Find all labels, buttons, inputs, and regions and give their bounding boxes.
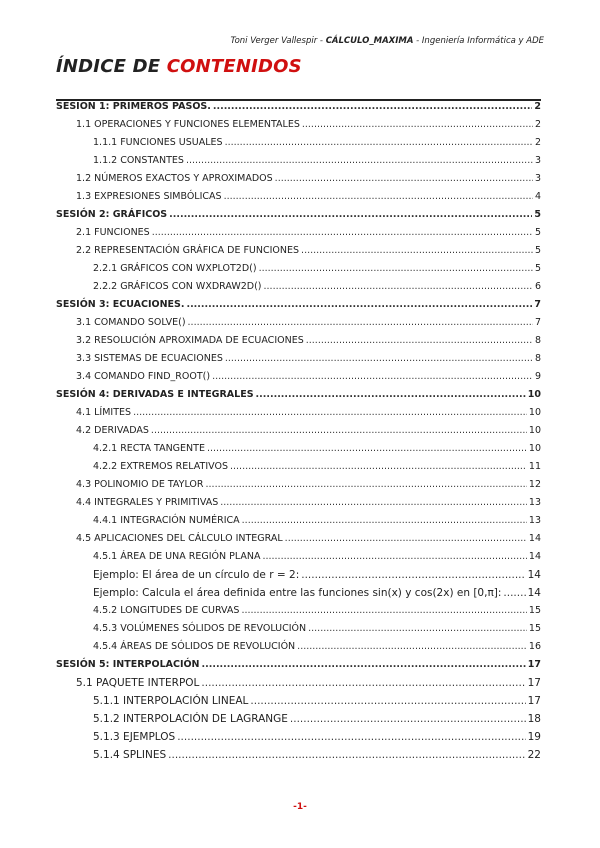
toc-entry-label: 4.5.4 ÁREAS DE SÓLIDOS DE REVOLUCIÓN [93,641,296,652]
toc-entry-label: 4.2.1 RECTA TANGENTE [93,443,205,454]
dot-leader [169,209,532,220]
dot-leader [225,353,533,364]
dot-leader [290,713,526,725]
toc-entry[interactable] [56,335,541,353]
dot-leader [297,641,527,652]
dot-leader [213,101,533,112]
toc-entry[interactable] [56,497,541,515]
dot-leader [250,695,525,707]
dot-leader [262,551,526,562]
toc-entry-label: Ejemplo: El área de un círculo de r = 2: [93,569,300,581]
toc-entry-page: 6 [534,281,541,292]
dot-leader [168,749,525,761]
toc-entry[interactable] [56,425,541,443]
toc-entry-label: 2.2 REPRESENTACIÓN GRÁFICA DE FUNCIONES [76,245,300,256]
toc-entry-page: 14 [528,533,541,544]
toc-entry-label: 1.3 EXPRESIONES SIMBÓLICAS [76,191,222,202]
toc-entry-label: SESIÓN 1: PRIMEROS PASOS. [56,101,211,112]
dot-leader [256,389,526,400]
toc-entry-label: 4.5.1 ÁREA DE UNA REGIÓN PLANA [93,551,261,562]
dot-leader [177,731,525,743]
toc-entry[interactable] [56,317,541,335]
header-degree: - Ingeniería Informática y ADE [413,36,544,46]
toc-entry-label: 1.1.2 CONSTANTES [93,155,184,166]
toc-section-entry[interactable] [56,659,541,677]
toc-entry-page: 7 [534,299,541,310]
toc-entry-label: SESIÓN 4: DERIVADAS E INTEGRALES [56,389,254,400]
toc-section-entry[interactable] [56,299,541,317]
dot-leader [186,155,533,166]
toc-entry-page: 4 [534,191,541,202]
dot-leader [301,245,533,256]
toc-entry[interactable] [56,191,541,209]
toc-entry[interactable] [56,263,541,281]
toc-entry-label: SESIÓN 5: INTERPOLACIÓN [56,659,200,670]
toc-entry[interactable] [56,371,541,389]
page-number: -1- [293,802,307,812]
toc-entry-label: 1.2 NÚMEROS EXACTOS Y APROXIMADOS [76,173,273,184]
dot-leader [301,569,525,581]
toc-entry-page: 13 [528,515,541,526]
toc-entry-label: 3.3 SISTEMAS DE ECUACIONES [76,353,223,364]
dot-leader [202,659,526,670]
toc-entry-page: 7 [534,317,541,328]
header-author: Toni Verger Vallespir - [230,36,326,46]
toc-entry-label: 4.5 APLICACIONES DEL CÁLCULO INTEGRAL [76,533,283,544]
toc-entry-label: SESIÓN 3: ECUACIONES. [56,299,185,310]
toc-entry[interactable] [56,119,541,137]
toc-entry-label: 5.1.2 INTERPOLACIÓN DE LAGRANGE [93,713,288,725]
header-course: CÁLCULO_MAXIMA [325,36,414,46]
toc-entry-page: 3 [534,173,541,184]
toc-entry-label: Ejemplo: Calcula el área definida entre las funciones sin(x) y cos(2x) en [0,π]: [93,587,502,599]
toc-entry-page: 8 [534,335,541,346]
toc-section-entry[interactable] [56,389,541,407]
dot-leader [259,263,533,274]
toc-entry-page: 10 [528,443,541,454]
toc-entry[interactable] [56,731,541,749]
toc-entry-page: 17 [527,677,541,689]
toc-entry[interactable] [56,695,541,713]
dot-leader [151,425,527,436]
dot-leader [242,515,527,526]
toc-section-entry[interactable] [56,209,541,227]
toc-entry-page: 17 [527,695,541,707]
toc-entry-page: 12 [528,479,541,490]
toc-entry-page: 15 [528,623,541,634]
dot-leader [241,605,526,616]
toc-entry-label: 2.1 FUNCIONES [76,227,150,238]
toc-entry-page: 2 [534,101,541,112]
dot-leader [503,587,525,599]
page-header [230,36,544,46]
dot-leader [201,677,525,689]
dot-leader [230,461,527,472]
toc-entry[interactable] [56,461,541,479]
toc-entry-page: 16 [528,641,541,652]
dot-leader [207,443,527,454]
toc-entry[interactable] [56,605,541,623]
toc-entry[interactable] [56,227,541,245]
toc-entry[interactable] [56,551,541,569]
toc-entry-label: 2.2.1 GRÁFICOS CON WXPLOT2D() [93,263,257,274]
toc-entry[interactable] [56,713,541,731]
dot-leader [188,317,533,328]
toc-entry-page: 5 [534,209,541,220]
toc-entry-label: 3.4 COMANDO FIND_ROOT() [76,371,211,382]
toc-entry-page: 11 [528,461,541,472]
dot-leader [220,497,527,508]
toc-entry-label: 4.2.2 EXTREMOS RELATIVOS [93,461,228,472]
toc-entry-page: 10 [527,389,541,400]
toc-entry[interactable] [56,443,541,461]
dot-leader [212,371,533,382]
toc-entry-page: 18 [527,713,541,725]
dot-leader [186,299,532,310]
toc-entry-label: 1.1.1 FUNCIONES USUALES [93,137,223,148]
toc-entry[interactable] [56,641,541,659]
toc-entry[interactable] [56,623,541,641]
toc-entry[interactable] [56,533,541,551]
toc-entry-page: 3 [534,155,541,166]
toc-entry-label: 4.4.1 INTEGRACIÓN NUMÉRICA [93,515,240,526]
title-part-1: ÍNDICE DE [56,56,167,77]
toc-entry[interactable] [56,479,541,497]
toc-entry[interactable] [56,569,541,587]
toc-entry-label: 5.1.4 SPLINES [93,749,167,761]
dot-leader [308,623,527,634]
toc-entry-page: 2 [534,137,541,148]
toc-entry-page: 10 [528,425,541,436]
toc-entry[interactable] [56,155,541,173]
toc-entry-page: 14 [528,551,541,562]
toc-entry-label: 3.1 COMANDO SOLVE() [76,317,186,328]
toc-entry-page: 5 [534,245,541,256]
toc-entry-label: 3.2 RESOLUCIÓN APROXIMADA DE ECUACIONES [76,335,304,346]
dot-leader [306,335,533,346]
toc-entry[interactable] [56,749,541,767]
toc-entry[interactable] [56,137,541,155]
toc-entry-page: 22 [527,749,541,761]
toc-entry[interactable] [56,173,541,191]
toc-entry-label: 4.1 LÍMITES [76,407,132,418]
toc-entry-page: 5 [534,263,541,274]
toc-entry-page: 13 [528,497,541,508]
toc-entry-label: 4.5.3 VOLÚMENES SÓLIDOS DE REVOLUCIÓN [93,623,307,634]
toc-entry[interactable] [56,407,541,425]
toc-entry[interactable] [56,281,541,299]
toc-entry-label: 5.1.1 INTERPOLACIÓN LINEAL [93,695,249,707]
title-part-2: CONTENIDOS [166,56,302,77]
dot-leader [285,533,527,544]
dot-leader [225,137,533,148]
toc-entry-page: 17 [527,659,541,670]
toc-entry-page: 2 [534,119,541,130]
toc-entry[interactable] [56,245,541,263]
toc-entry-label: 4.2 DERIVADAS [76,425,149,436]
toc-entry[interactable] [56,587,541,605]
toc-entry-label: 4.4 INTEGRALES Y PRIMITIVAS [76,497,219,508]
dot-leader [264,281,533,292]
toc-section-entry[interactable] [56,99,541,119]
toc-entry-label: 2.2.2 GRÁFICOS CON WXDRAW2D() [93,281,262,292]
dot-leader [275,173,533,184]
toc-entry-page: 19 [527,731,541,743]
toc-entry[interactable] [56,353,541,371]
toc-entry[interactable] [56,677,541,695]
toc-entry-page: 10 [528,407,541,418]
toc-entry-page: 5 [534,227,541,238]
toc-entry-page: 14 [527,587,541,599]
toc-entry-label: 4.3 POLINOMIO DE TAYLOR [76,479,204,490]
page-title [56,56,302,77]
toc-entry-page: 8 [534,353,541,364]
dot-leader [206,479,527,490]
toc-entry-page: 15 [528,605,541,616]
toc-entry-page: 9 [534,371,541,382]
toc-entry-label: 5.1 PAQUETE INTERPOL [76,677,200,689]
table-of-contents [56,99,541,767]
dot-leader [133,407,527,418]
dot-leader [224,191,533,202]
toc-entry-label: 4.5.2 LONGITUDES DE CURVAS [93,605,240,616]
toc-entry-label: 5.1.3 EJEMPLOS [93,731,176,743]
toc-entry-label: 1.1 OPERACIONES Y FUNCIONES ELEMENTALES [76,119,300,130]
dot-leader [152,227,533,238]
toc-entry-page: 14 [527,569,541,581]
toc-entry[interactable] [56,515,541,533]
toc-entry-label: SESIÓN 2: GRÁFICOS [56,209,168,220]
dot-leader [302,119,533,130]
